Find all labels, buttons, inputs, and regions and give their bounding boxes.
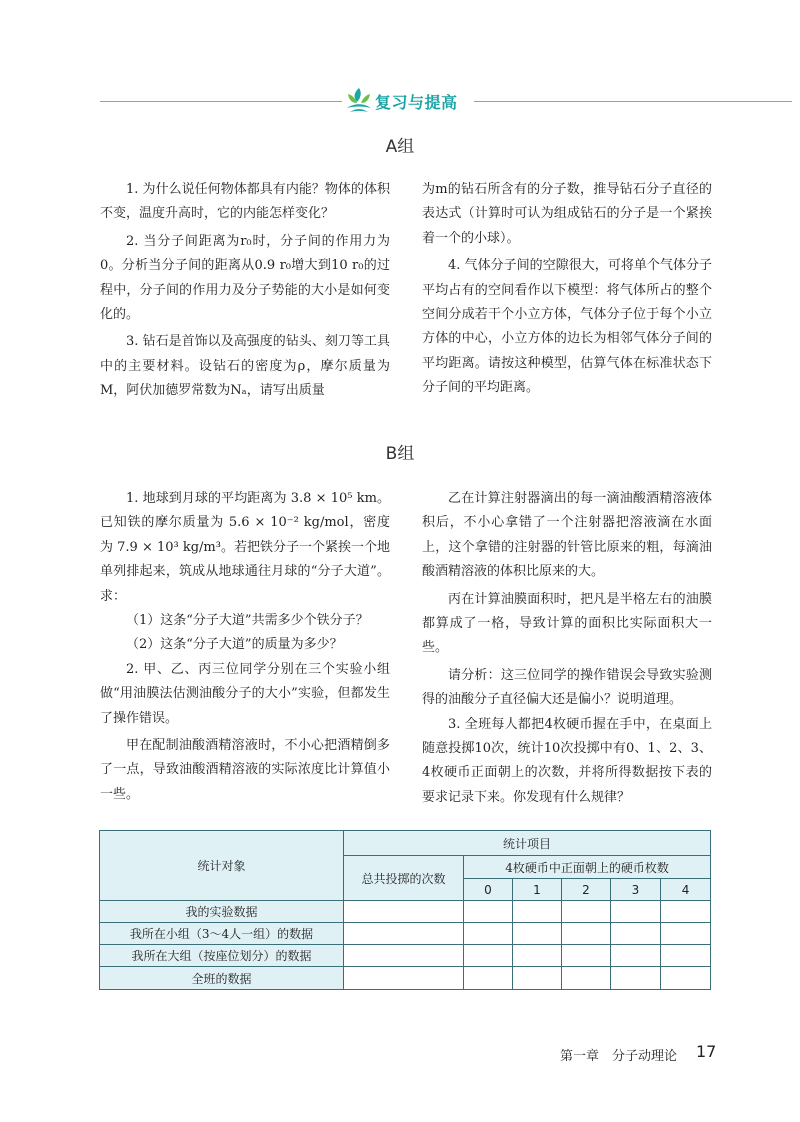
table-cell (562, 901, 611, 923)
group-a-left-column (100, 178, 390, 404)
question-b2: 2. 甲、乙、丙三位同学分别在三个实验小组做“用油膜法估测油酸分子的大小”实验，但都发生了操作错误。 (100, 661, 390, 726)
table-cell (661, 923, 711, 945)
table-cell (611, 967, 661, 990)
table-header-count: 1 (513, 879, 562, 901)
table-row (100, 901, 711, 923)
table-header-count: 0 (464, 879, 513, 901)
question-b1-part1: （1）这条“分子大道”共需多少个铁分子？ (126, 613, 369, 629)
table-cell (513, 923, 562, 945)
table-row-label: 我所在小组（3～4人一组）的数据 (100, 923, 344, 945)
table-row-label: 我所在大组（按座位划分）的数据 (100, 945, 344, 967)
table-cell (611, 923, 661, 945)
table-cell (464, 901, 513, 923)
header-rule-right (474, 101, 792, 102)
page-footer (560, 1042, 717, 1064)
question-b1: 1. 地球到月球的平均距离为 3.8 × 10⁵ km。已知铁的摩尔质量为 5.6 × 10⁻² kg/mol，密度为 7.9 × 10³ kg/m³。若把铁分子一个紧挨一个地单列排起来，筑成从地球通往月球的“分子大道”。求： (100, 491, 390, 604)
table-cell (344, 901, 464, 923)
table-cell (464, 923, 513, 945)
leaf-logo-icon (344, 84, 374, 116)
chapter-title: 第一章 分子动理论 (560, 1049, 678, 1064)
table-cell (513, 967, 562, 990)
table-row-label: 全班的数据 (100, 967, 344, 990)
table-header-total-throws: 总共投掷的次数 (344, 856, 464, 901)
table-cell (513, 945, 562, 967)
question-b2-analysis: 请分析：这三位同学的操作错误会导致实验测得的油酸分子直径偏大还是偏小？说明道理。 (422, 667, 712, 708)
table-header-count: 2 (562, 879, 611, 901)
question-a2: 2. 当分子间距离为r₀时，分子间的作用力为0。分析当分子间的距离从0.9 r₀增大到10 r₀的过程中，分子间的作用力及分子势能的大小是如何变化的。 (100, 233, 390, 323)
group-a-right-column (422, 178, 712, 401)
section-header (0, 82, 800, 122)
coin-statistics-table (99, 830, 711, 990)
table-header-object: 统计对象 (100, 831, 344, 901)
question-b2-student-b: 乙在计算注射器滴出的每一滴油酸酒精溶液体积后，不小心拿错了一个注射器把溶液滴在水面上，这个拿错的注射器的针管比原来的粗，每滴油酸酒精溶液的体积比原来的大。 (422, 491, 712, 580)
table-row (100, 945, 711, 967)
table-cell (344, 967, 464, 990)
table-row-label: 我的实验数据 (100, 901, 344, 923)
question-b1-part2: （2）这条“分子大道”的质量为多少？ (126, 637, 343, 653)
group-b-left-column (100, 487, 390, 807)
question-a3: 3. 钻石是首饰以及高强度的钻头、刻刀等工具中的主要材料。设钻石的密度为ρ，摩尔质量为M，阿伏加德罗常数为Nₐ，请写出质量 (100, 334, 390, 399)
table-cell (611, 945, 661, 967)
table-cell (661, 901, 711, 923)
question-a4: 4. 气体分子间的空隙很大，可将单个气体分子平均占有的空间看作以下模型：将气体所占的整个空间分成若干个小立方体，气体分子位于每个小立方体的中心，小立方体的边长为相邻气体分子间的平均距离。请按这种模型，估算气体在标准状态下分子间的平均距离。 (422, 258, 712, 396)
table-header-items: 统计项目 (344, 831, 711, 856)
table-cell (344, 945, 464, 967)
table-cell (562, 945, 611, 967)
table-header-count: 3 (611, 879, 661, 901)
table-cell (661, 967, 711, 990)
table-row (100, 923, 711, 945)
table-cell (661, 945, 711, 967)
question-a3-continued: 为m的钻石所含有的分子数，推导钻石分子直径的表达式（计算时可认为组成钻石的分子是一个紧挨着一个的小球）。 (422, 182, 712, 246)
table-cell (562, 923, 611, 945)
table-cell (464, 967, 513, 990)
table-header-coins-up: 4枚硬币中正面朝上的硬币枚数 (464, 856, 711, 879)
table-cell (513, 901, 562, 923)
group-a-title: A组 (385, 137, 415, 157)
table-header-count: 4 (661, 879, 711, 901)
question-b2-student-c: 丙在计算油膜面积时，把凡是半格左右的油膜都算成了一格，导致计算的面积比实际面积大一些。 (422, 591, 712, 656)
section-title: 复习与提高 (375, 93, 458, 112)
group-b-right-column (422, 487, 712, 810)
table-cell (611, 901, 661, 923)
table-cell (344, 923, 464, 945)
table-row (100, 967, 711, 990)
table-cell (562, 967, 611, 990)
question-b2-student-a: 甲在配制油酸酒精溶液时，不小心把酒精倒多了一点，导致油酸酒精溶液的实际浓度比计算值小一些。 (100, 738, 390, 802)
group-b-title: B组 (385, 444, 415, 464)
header-rule-left (100, 101, 342, 102)
question-a1: 1. 为什么说任何物体都具有内能？物体的体积不变，温度升高时，它的内能怎样变化？ (100, 182, 390, 222)
question-b3: 3. 全班每人都把4枚硬币握在手中，在桌面上随意投掷10次，统计10次投掷中有0、1、2、3、4枚硬币正面朝上的次数，并将所得数据按下表的要求记录下来。你发现有什么规律？ (422, 716, 712, 805)
page-number: 17 (696, 1042, 717, 1061)
table-cell (464, 945, 513, 967)
